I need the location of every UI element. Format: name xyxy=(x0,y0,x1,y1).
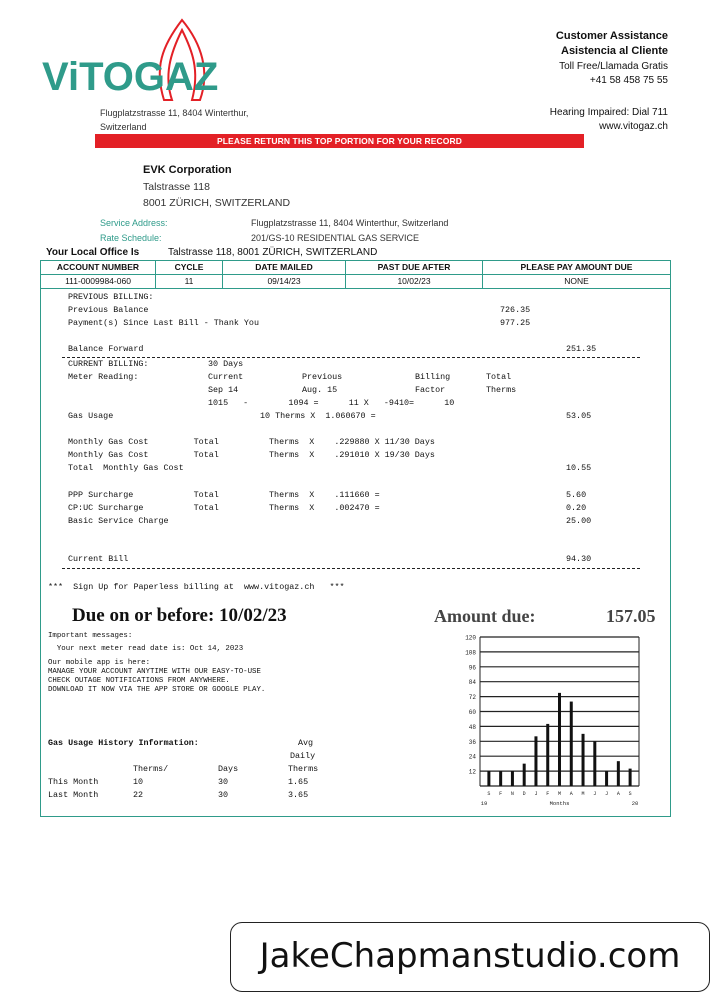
previous-balance-label: Previous Balance xyxy=(68,305,149,315)
past-due-after: 10/02/23 xyxy=(346,275,483,289)
history-row-label: Last Month xyxy=(48,790,99,800)
x-tick-label: N xyxy=(510,791,514,797)
bar xyxy=(487,771,490,786)
date-mailed: 09/14/23 xyxy=(223,275,346,289)
please-pay: NONE xyxy=(483,275,671,289)
rate-schedule: 201/GS-10 RESIDENTIAL GAS SERVICE xyxy=(251,233,420,243)
logo-text: ViTOGAZ xyxy=(42,55,219,99)
history-row-days: 30 xyxy=(218,790,229,800)
bar xyxy=(617,761,620,786)
history-row-therms: 10 xyxy=(133,777,144,787)
history-therms-col: Therms/ xyxy=(133,764,169,774)
bar xyxy=(523,764,526,786)
payments-label: Payment(s) Since Last Bill - Thank You xyxy=(68,318,259,328)
past-due-header: PAST DUE AFTER xyxy=(346,261,483,275)
bar xyxy=(582,734,585,786)
x-tick-label: J xyxy=(605,791,609,797)
divider-dashed-2 xyxy=(62,568,640,569)
col-total: Total xyxy=(486,372,512,382)
watermark: JakeChapmanstudio.com xyxy=(230,922,710,992)
y-tick-label: 36 xyxy=(468,738,476,746)
amount-due-value: 157.05 xyxy=(606,606,656,626)
paperless-notice[interactable]: *** Sign Up for Paperless billing at www.vitogaz.ch *** xyxy=(48,582,345,592)
bar xyxy=(511,771,514,786)
billing-days: 30 Days xyxy=(208,359,244,369)
service-address-label: Service Address: xyxy=(100,218,168,228)
total-monthly-label: Total Monthly Gas Cost xyxy=(68,463,184,473)
history-days-col: Days xyxy=(218,764,239,774)
monthly-gas-cost-2: Monthly Gas Cost Total Therms X .291010 X 19/30 Days xyxy=(68,450,435,460)
bar xyxy=(605,771,608,786)
y-tick-label: 60 xyxy=(468,709,476,716)
current-bill-label: Current Bill xyxy=(68,554,129,564)
y-tick-label: 108 xyxy=(465,649,476,657)
history-avg: Avg xyxy=(298,738,314,748)
divider-dashed xyxy=(62,357,640,358)
monthly-gas-cost-1: Monthly Gas Cost Total Therms X .229880 X 11/30 Days xyxy=(68,437,435,447)
x-tick-label: F xyxy=(546,791,550,797)
local-office-label: Your Local Office Is xyxy=(46,247,140,258)
message-line-1: Your next meter read date is: Oct 14, 2023 xyxy=(48,645,244,653)
col-billing: Billing xyxy=(415,372,451,382)
gas-usage-amount: 53.05 xyxy=(566,411,592,421)
gas-usage-calc: 10 Therms X 1.060670 = xyxy=(260,411,376,421)
meter-row: 1015 - 1094 = 11 X -9410= 10 xyxy=(208,398,455,408)
bar xyxy=(534,736,537,786)
previous-balance: 726.35 xyxy=(500,305,531,315)
company-address-1: Flugplatzstrasse 11, 8404 Winterthur, xyxy=(100,108,249,118)
previous-billing-heading: PREVIOUS BILLING: xyxy=(68,292,154,302)
cpuc-line: CP:UC Surcharge Total Therms X .002470 = xyxy=(68,503,380,513)
previous-date: Aug. 15 xyxy=(302,385,338,395)
phone-number: +41 58 458 75 55 xyxy=(589,75,668,86)
toll-free-label: Toll Free/Llamada Gratis xyxy=(559,61,668,72)
x-tick-label: J xyxy=(534,791,538,797)
message-line-2: Our mobile app is here: xyxy=(48,659,151,667)
current-date: Sep 14 xyxy=(208,385,239,395)
asistencia-title: Asistencia al Cliente xyxy=(561,45,668,57)
account-number: 111-0009984-060 xyxy=(41,275,156,289)
balance-forward: 251.35 xyxy=(566,344,597,354)
history-row-label: This Month xyxy=(48,777,99,787)
x-axis-label: Months xyxy=(549,800,570,807)
x-tick-label: M xyxy=(557,791,562,797)
message-line-4: CHECK OUTAGE NOTIFICATIONS FROM ANYWHERE. xyxy=(48,677,230,685)
bar xyxy=(558,693,561,786)
ppp-amount: 5.60 xyxy=(566,490,587,500)
therms-label: Therms xyxy=(486,385,517,395)
customer-assistance-title: Customer Assistance xyxy=(555,30,668,42)
amount-due-header: PLEASE PAY AMOUNT DUE xyxy=(483,261,671,275)
history-daily: Daily xyxy=(290,751,316,761)
customer-name: EVK Corporation xyxy=(143,164,232,176)
history-title: Gas Usage History Information: xyxy=(48,738,199,748)
y-tick-label: 96 xyxy=(468,664,476,672)
x-tick-label: D xyxy=(522,791,526,797)
message-line-5: DOWNLOAD IT NOW VIA THE APP STORE OR GOOGLE PLAY. xyxy=(48,686,266,694)
history-row-therms: 22 xyxy=(133,790,144,800)
gas-usage-label: Gas Usage xyxy=(68,411,114,421)
col-previous: Previous xyxy=(302,372,343,382)
message-line-3: MANAGE YOUR ACCOUNT ANYTIME WITH OUR EASY-TO-USE xyxy=(48,668,261,676)
customer-street: Talstrasse 118 xyxy=(143,181,210,193)
total-monthly: 10.55 xyxy=(566,463,592,473)
x-left-label: 19 xyxy=(480,800,488,807)
account-table xyxy=(40,260,671,289)
bar xyxy=(570,702,573,786)
rate-schedule-label: Rate Schedule: xyxy=(100,233,162,243)
bar xyxy=(593,741,596,786)
history-row-daily: 1.65 xyxy=(288,777,309,787)
meter-reading-label: Meter Reading: xyxy=(68,372,139,382)
ppp-line: PPP Surcharge Total Therms X .111660 = xyxy=(68,490,380,500)
x-tick-label: J xyxy=(593,791,597,797)
service-address: Flugplatzstrasse 11, 8404 Winterthur, Switzerland xyxy=(251,218,449,228)
cpuc-amount: 0.20 xyxy=(566,503,587,513)
vitogaz-logo xyxy=(42,18,242,108)
x-tick-label: M xyxy=(581,791,585,797)
x-tick-label: F xyxy=(499,791,503,797)
current-billing-heading: CURRENT BILLING: xyxy=(68,359,149,369)
cycle-header: CYCLE xyxy=(156,261,223,275)
balance-forward-label: Balance Forward xyxy=(68,344,144,354)
customer-city: 8001 ZÜRICH, SWITZERLAND xyxy=(143,197,291,209)
company-address-2: Switzerland xyxy=(100,122,147,132)
return-banner: PLEASE RETURN THIS TOP PORTION FOR YOUR RECORD xyxy=(95,134,584,148)
payments: 977.25 xyxy=(500,318,531,328)
x-tick-label: A xyxy=(616,791,620,797)
hearing-impaired: Hearing Impaired: Dial 711 xyxy=(549,107,668,118)
date-mailed-header: DATE MAILED xyxy=(223,261,346,275)
y-tick-label: 48 xyxy=(468,723,476,731)
bar xyxy=(546,724,549,786)
usage-history-chart xyxy=(455,630,645,820)
due-date: Due on or before: 10/02/23 xyxy=(72,605,287,626)
history-row-days: 30 xyxy=(218,777,229,787)
history-therms-col2: Therms xyxy=(288,764,319,774)
factor-label: Factor xyxy=(415,385,446,395)
history-row-daily: 3.65 xyxy=(288,790,309,800)
cycle: 11 xyxy=(156,275,223,289)
x-right-label: 20 xyxy=(631,800,639,807)
bar xyxy=(499,771,502,786)
y-tick-label: 120 xyxy=(465,634,476,642)
x-tick-label: S xyxy=(628,791,632,797)
account-number-header: ACCOUNT NUMBER xyxy=(41,261,156,275)
current-bill-amount: 94.30 xyxy=(566,554,592,564)
amount-due-label: Amount due: xyxy=(434,606,536,626)
basic-service-amount: 25.00 xyxy=(566,516,592,526)
col-current: Current xyxy=(208,372,244,382)
y-tick-label: 84 xyxy=(468,679,476,687)
local-office: Talstrasse 118, 8001 ZÜRICH, SWITZERLAND xyxy=(168,247,378,258)
x-tick-label: A xyxy=(569,791,573,797)
x-tick-label: S xyxy=(487,791,491,797)
y-tick-label: 12 xyxy=(468,768,476,776)
messages-title: Important messages: xyxy=(48,632,133,640)
basic-service-label: Basic Service Charge xyxy=(68,516,169,526)
y-tick-label: 72 xyxy=(468,694,476,702)
bar xyxy=(629,769,632,786)
website-link[interactable]: www.vitogaz.ch xyxy=(599,121,668,132)
y-tick-label: 24 xyxy=(468,753,476,761)
